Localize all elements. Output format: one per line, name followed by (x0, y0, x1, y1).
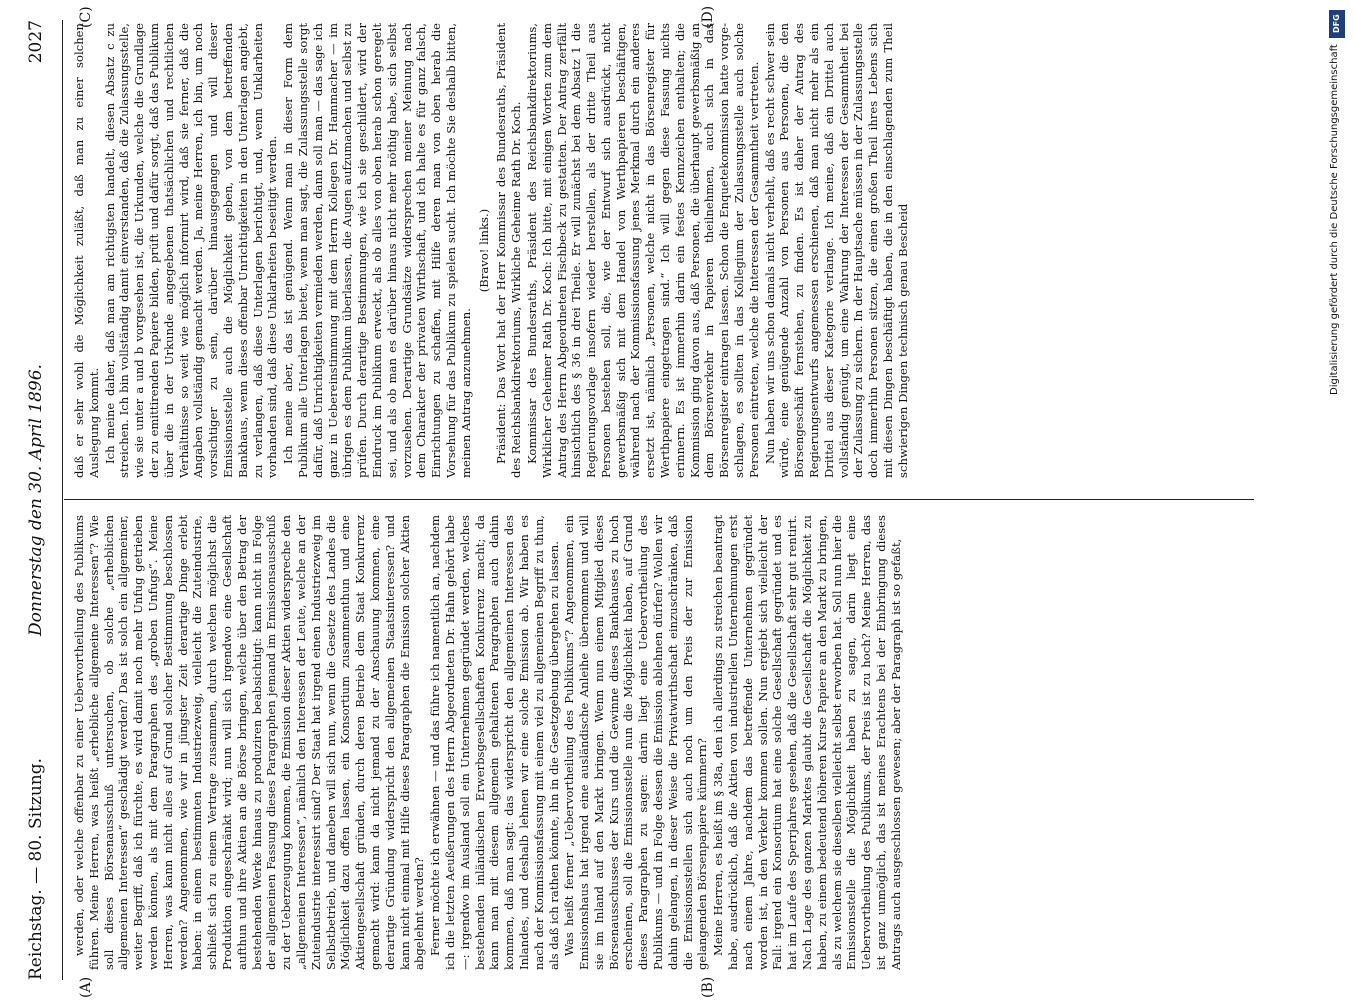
paragraph: werden, oder welche offenbar zu einer Uebervortheilung des Publikums führen. Meine Herren, was heißt „erhebliche allgemeine Interessen“? Wie soll dieses Börsenausschuß untersuchen, ob solche „erheblichen allgemeinen Interessen“ geschädigt werden? Das ist solch ein allgemeiner, weiter Begriff, daß ich fürchte, es wird damit noch mehr Unfug getrieben werden können, als mit dem Paragraphen des „groben Unfugs“. Meine Herren, was kann nicht alles auf Grund solcher Bestimmung beschlossen werden? Angenommen, wie wir in jüngster Zeit derartige Dinge erlebt haben: in einem bestimmten Industriezweig, vielleicht die Zuteindustrie, schließt sich zu einem Vertrage zusammen, durch welchen möglichst die Produktion eingeschränkt wird; nun will sich irgendwo eine Gesellschaft aufthun und ihre Aktien an die Börse bringen, welche über den Betrag der bestehenden Werke hinaus zu produziren beabsichtigt: kann nicht in Folge der allgemeinen Fassung dieses Paragraphen jemand im Emissionsausschuß zu der Ueberzeugung kommen, die Emission dieser Aktien widerspreche den „allgemeinen Interessen“, nämlich den Interessen der Leute, welche an der Zuteindustrie interessirt sind? Der Staat hat irgend einen Industriezweig im Selbstbetrieb, und daneben will sich nun, wenn die Gesetze des Landes die Möglichkeit dazu offen lassen, ein Konsortium zusammenthun und eine Aktiengesellschaft gründen, durch deren Betrieb dem Staat Konkurrenz gemacht wird: kann da nicht jemand zu der Anschauung kommen, eine derartige Gründung widerspricht den allgemeinen Staatsinteressen? und kann nicht einmal mit Hilfe dieses Paragraphen die Emission solcher Aktien abgelehnt werden? (72, 515, 427, 970)
margin-mark-a: (A) (78, 976, 94, 998)
paragraph: Nun haben wir uns schon damals nicht verhehlt, daß es recht schwer sein würde, eine genügende Anzahl von Personen aus Personen, die den Börsengeschäft fernstehen, zu finden. Es ist daher der Antrag des Regierungsentwurfs angemessen erschienen, daß man nicht mehr als ein Drittel aus dieser Kategorie verlange. Ich meine, daß ein Drittel auch vollständig genügt, um eine Wahrung der Interessen der Gesammtheit bei der Zulassung zu sichern. In der Hauptsache müssen in der Zulassungsstelle doch immerhin Personen sitzen, die einen großen Theil ihres Lebens sich mit diesen Dingen beschäftigt haben, die in den einschlagenden zum Theil schwierigen Dingen technisch genau Bescheid (762, 23, 910, 478)
digitization-credit (1327, 10, 1349, 990)
margin-mark-b: (B) (700, 976, 716, 998)
dfg-logo: DFG (1329, 10, 1345, 38)
margin-mark-d: (D) (700, 5, 716, 28)
right-column (72, 23, 1257, 478)
applause-note: (Bravo! links.) (476, 208, 491, 293)
credit-text: Digitalisierung gefördert durch die Deutsche Forschungsgemeinschaft (1329, 44, 1340, 395)
paragraph: Kommissar des Bundesraths, Präsident des Reichsbankdirektoriums, Wirklicher Geheimer Rath Dr. Koch: Ich bitte, mit einigen Worten zum dem Antrag des Herrn Abgeordneten Fischbeck zu gestatten. Der Antrag zerfällt hinsichtlich des § 36 in drei Theile. Er will zunächst bei dem Absatz 1 die Regierungsvorlage insofern wieder herstellen, als der dritte Theil aus Personen bestehen soll, die, wie der Entwurf sich ausdrückt, nicht gewerbsmäßig sich mit dem Handel von Werthpapieren beschäftigen, während nach der Kommissionsfassung jenes Merkmal durch ein anderes ersetzt ist, nämlich „Personen, welche nicht in das Börsenregister für Werthpapiere eingetragen sind.“ Ich will gegen diese Fassung nichts erinnern. Es ist immerhin darin ein festes Kennzeichen enthalten; die Kommission ging davon aus, daß Personen, die überhaupt gewerbsmäßig an dem Börsenverkehr in Papieren theilnehmen, auch sich in das Börsenregister eintragen lassen. Schon die Enquetekommission hatte vorgeschlagen, es sollten in das Kollegium der Zulassungsstelle auch solche Personen eintreten, welche die Interessen der Gesammtheit vertreten. (524, 23, 761, 478)
paragraph: Ich meine aber, das ist genügend. Wenn man in dieser Form dem Publikum alle Unterlagen bietet, wenn man sagt, die Zulassungsstelle sorgt dafür, daß Unrichtigkeiten vermieden werden, dann soll man — das sage ich ganz in Uebereinstimmung mit dem Herrn Kollegen Dr. Hammacher — im übrigen es dem Publikum überlassen, die Augen aufzumachen und selbst zu prüfen. Durch derartige Bestimmungen, wie ich sie geschildert, wird der Eindruck im Publikum erweckt, als ob alles von oben herab schon geregelt sei, und als ob man es darüber hinaus nicht mehr nöthig habe, sich selbst vorzusehen. Derartige Grundsätze widersprechen meiner Meinung nach dem Charakter der privaten Wirthschaft, und ich halte es für ganz falsch, Einrichtungen zu schaffen, mit Hilfe deren man von oben herab die Vorsehung für das Publikum zu spielen sucht. Ich möchte Sie deshalb bitten, meinen Antrag anzunehmen. (281, 23, 473, 478)
paragraph: Was heißt ferner „Uebervortheilung des Publikums“? Angenommen, ein Emissionshaus hat irgend eine ausländische Anleihe übernommen und will sie im Inland auf den Markt bringen. Wenn nun einem Mitglied dieses Börsenausschusses der Kurs und die Gewinne dieses Bankhauses zu hoch erscheinen, soll die Emissionsstelle nun die Möglichkeit haben, auf Grund dieses Paragraphen zu sagen: darin liegt eine Uebervortheilung des Publikums — und in Folge dessen die Emission ablehnen dürfen? Wollen wir dahin gelangen, in dieser Weise die Privatwirthschaft einzuschränken, daß die Emissionsstellen sich auch noch um den Preis der zur Emission gelangenden Börsenpapiere kümmern? (562, 515, 710, 970)
column-divider (64, 499, 1254, 500)
page-header (20, 20, 54, 980)
paragraph: Präsident: Das Wort hat der Herr Kommissar des Bundesraths, Präsident des Reichsbankdirektoriums, Wirkliche Geheime Rath Dr. Koch. (494, 23, 524, 478)
header-left: Reichstag. — 80. Sitzung. (26, 757, 46, 980)
paragraph: Ferner möchte ich erwähnen — und das führe ich namentlich an, nachdem ich die letzten Aeußerungen des Herrn Abgeordneten Dr. Hahn gehört habe —: irgendwo im Ausland soll ein Unternehmen gegründet werden, welches bestehenden inländischen Erwerbsgesellschaften Konkurrenz macht; da kann man mit diesem allgemein gehaltenen Paragraphen auch dahin kommen, daß man sagt: das widerspricht den allgemeinen Interessen des Inlandes, und deshalb lehnen wir eine solche Emission ab. Wir haben es nach der Konmissionsfassung mit einem viel zu allgemeinen Begriff zu thun, als daß ich rathen könnte, ihn in die Gesetzgebung übergehen zu lassen. (428, 515, 561, 970)
header-rule (62, 20, 63, 980)
left-column (72, 515, 1257, 970)
header-date: Donnerstag den 30. April 1896. (26, 364, 46, 636)
paragraph: daß er sehr wohl die Möglichkeit zuläßt, daß man zu einer solchen Auslegung kommt. (72, 23, 101, 478)
paragraph: Meine Herren, es heißt im § 38a, den ich allerdings zu streichen beantragt habe, ausdrücklich, daß die Aktien von industriellen Unternehmungen erst nach einem Jahre, nachdem das betreffende Unternehmen gegründet worden ist, in den Verkehr kommen sollen. Nun ergiebt sich vielleicht der Fall: irgend ein Konsortium hat eine solche Gesellschaft gegründet und es hat im Laufe des Sperrjahres gesehen, daß die Gesellschaft sehr gut rentirt. Nach Lage des ganzen Marktes glaubt die Gesellschaft die Möglichkeit zu haben, zu einem bedeutend höheren Kurse Papiere an den Markt zu bringen, als zu welchem sie dieselben vielleicht selbst erworben hat. Soll nun hier die Emissionsstelle die Möglichkeit haben zu sagen, darin liegt eine Uebervortheilung des Publikums, der Preis ist zu hoch? Meine Herren, das ist ganz unmöglich, das ist meines Erachtens bei der Einbringung dieses Antrags auch ausgeschlossen gewesen; aber der Paragraph ist so gefaßt, (711, 515, 903, 970)
paragraph: Ich meine daher, daß man am richtigsten handelt, diesen Absatz c zu streichen. Ich bin vollständig damit einverstanden, daß die Zulassungsstelle, wie sie unter a und b vorgesehen ist, die Urkunden, welche die Grundlage der zu emittirenden Papiere bilden, prüft und dafür sorgt, daß das Publikum über die in der Urkunde angegebenen thatsächlichen und rechtlichen Verhältnisse so weit wie möglich informirt wird, daß sie ferner, daß die Angaben vollständig gemacht werden. Ja, meine Herren, ich bin, um noch vorsichtiger zu sein, darüber hinausgegangen und will dieser Emissionsstelle auch die Möglichkeit geben, von dem betreffenden Bankhaus, wenn dieses offenbar Unrichtigkeiten in den Unterlagen angiebt, zu verlangen, daß diese Unterlagen berichtigt, und, wenn Unklarheiten vorhanden sind, daß diese Unklarheiten beseitigt werden. (102, 23, 280, 478)
margin-mark-c: (C) (78, 6, 94, 28)
page-number: 2027 (26, 20, 46, 64)
